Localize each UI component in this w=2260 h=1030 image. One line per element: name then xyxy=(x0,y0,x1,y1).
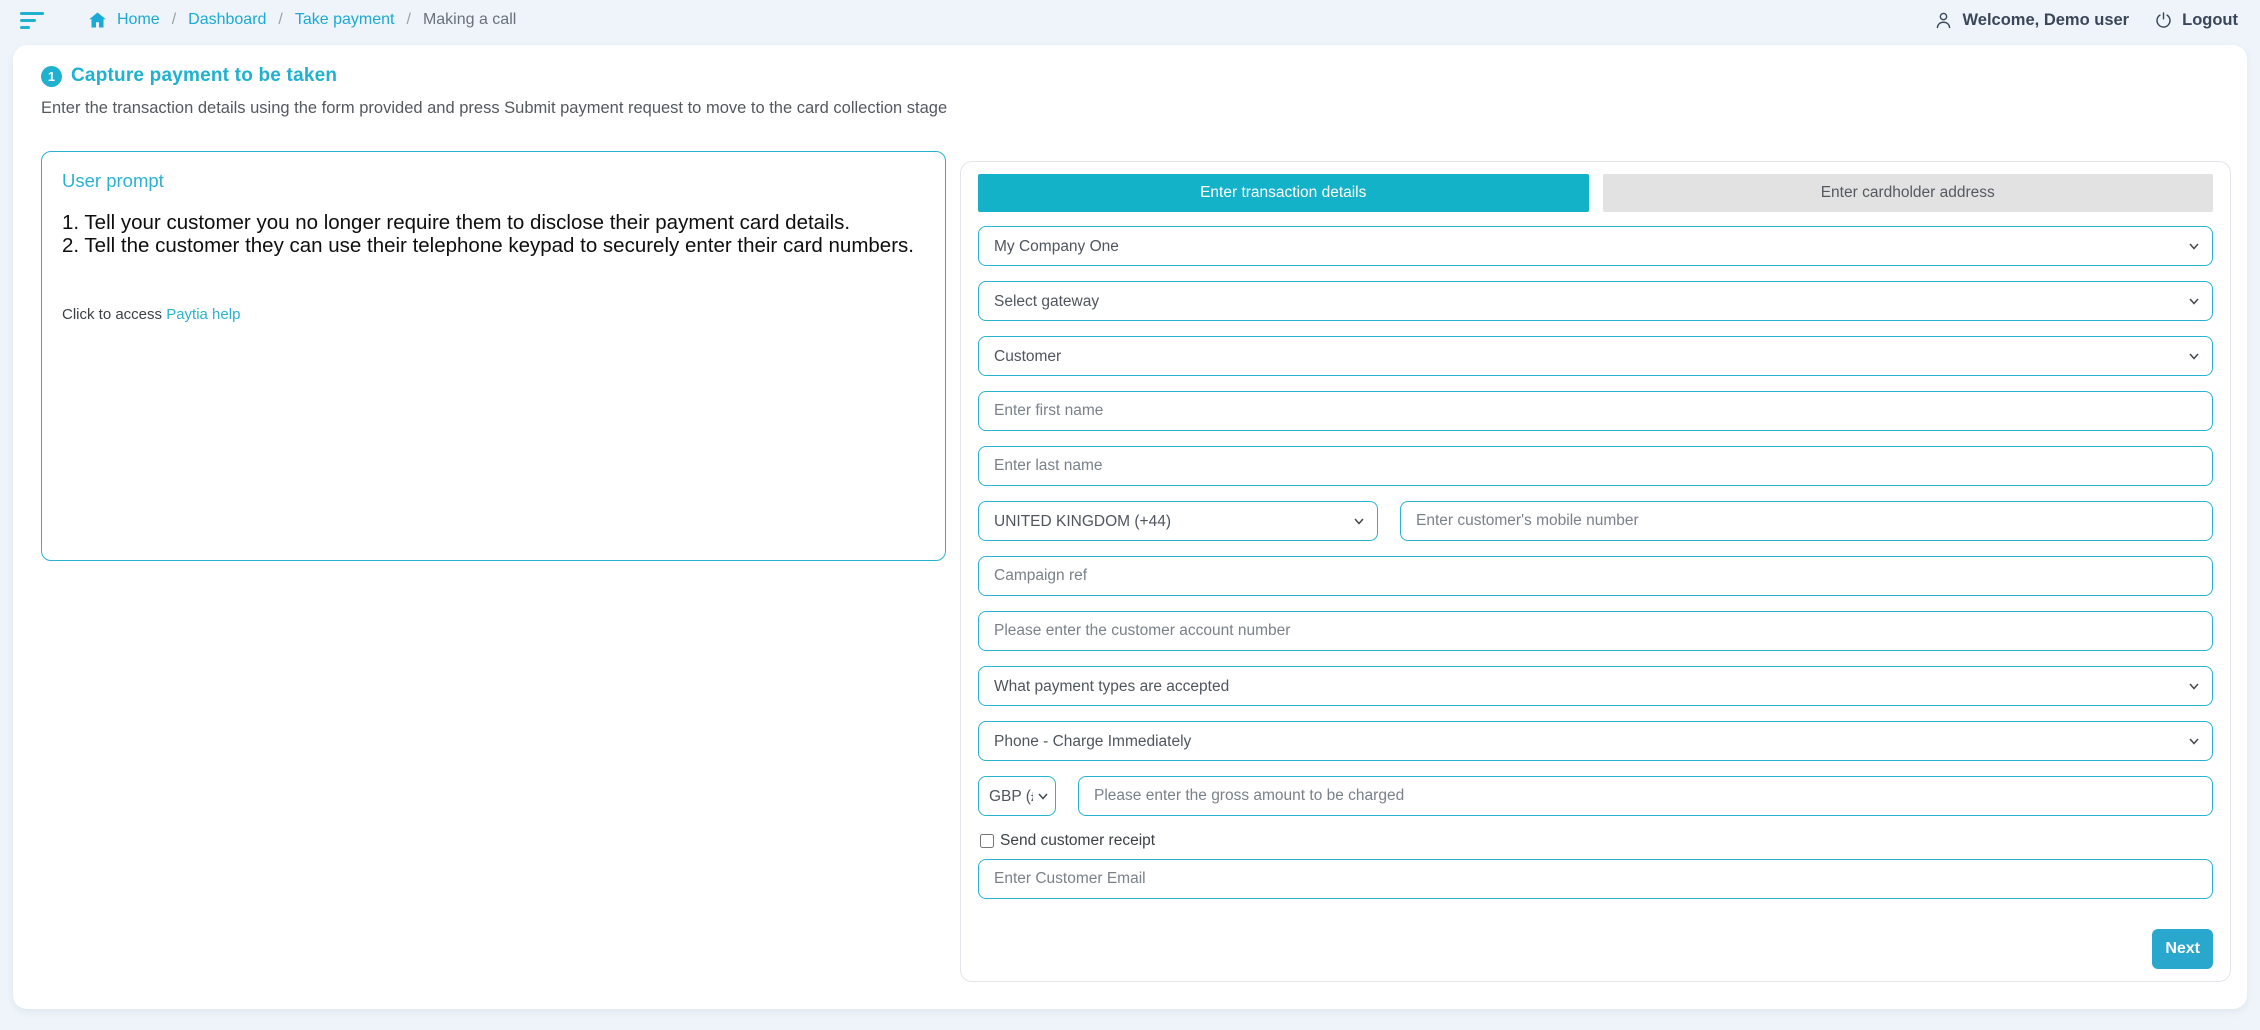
payment-types-select-wrap xyxy=(978,666,2213,706)
next-button[interactable]: Next xyxy=(2152,929,2213,969)
breadcrumb-take-payment[interactable]: Take payment xyxy=(294,11,395,28)
breadcrumb-current-page: Making a call xyxy=(422,11,517,28)
power-icon[interactable] xyxy=(2154,11,2173,30)
country-code-select-wrap xyxy=(978,501,1378,541)
charge-type-select-wrap xyxy=(978,721,2213,761)
help-text xyxy=(62,306,925,323)
company-select[interactable] xyxy=(978,226,2213,266)
breadcrumb-dashboard[interactable]: Dashboard xyxy=(188,11,267,28)
welcome-text: Welcome, Demo user xyxy=(1962,10,2130,29)
top-navigation-bar xyxy=(0,0,2260,40)
customer-email-input[interactable] xyxy=(978,859,2213,899)
gateway-select[interactable] xyxy=(978,281,2213,321)
payment-types-select[interactable] xyxy=(978,666,2213,706)
breadcrumb xyxy=(88,11,516,29)
home-icon[interactable] xyxy=(88,11,107,29)
tab-enter-transaction-details[interactable]: Enter transaction details xyxy=(978,174,1589,212)
breadcrumb-home[interactable]: Home xyxy=(117,11,160,28)
account-number-input[interactable] xyxy=(978,611,2213,651)
transaction-form-panel xyxy=(960,161,2231,982)
mobile-number-input[interactable] xyxy=(1400,501,2213,541)
gross-amount-input[interactable] xyxy=(1078,776,2213,816)
form-tabs xyxy=(978,174,2213,212)
menu-icon[interactable] xyxy=(20,12,46,29)
user-menu xyxy=(1933,10,2238,31)
currency-select[interactable] xyxy=(978,776,1056,816)
customer-type-select[interactable] xyxy=(978,336,2213,376)
user-prompt-line-2: 2. Tell the customer they can use their telephone keypad to securely enter their card numbers. xyxy=(62,233,914,257)
currency-select-wrap xyxy=(978,776,1056,816)
breadcrumb-separator: / xyxy=(171,11,177,28)
user-prompt-title: User prompt xyxy=(62,170,164,191)
logout-button[interactable]: Logout xyxy=(2182,10,2238,29)
customer-type-select-wrap xyxy=(978,336,2213,376)
paytia-help-link[interactable]: Paytia help xyxy=(166,305,241,323)
breadcrumb-separator: / xyxy=(406,11,411,28)
step-subtitle: Enter the transaction details using the form provided and press Submit payment request to move to the card collection stage xyxy=(41,99,948,117)
user-icon xyxy=(1933,10,1954,31)
tab-enter-cardholder-address[interactable]: Enter cardholder address xyxy=(1603,174,2214,212)
help-prefix: Click to access xyxy=(62,305,167,323)
main-card xyxy=(13,45,2247,1009)
company-select-wrap xyxy=(978,226,2213,266)
send-receipt-checkbox-row[interactable] xyxy=(980,832,1155,850)
breadcrumb-separator: / xyxy=(278,11,283,28)
first-name-input[interactable] xyxy=(978,391,2213,431)
send-receipt-label: Send customer receipt xyxy=(1000,832,1156,849)
user-prompt-panel xyxy=(41,151,946,561)
gateway-select-wrap xyxy=(978,281,2213,321)
step-header xyxy=(41,65,2231,87)
send-receipt-checkbox[interactable] xyxy=(980,834,994,848)
step-number-badge: 1 xyxy=(41,66,62,87)
step-title: Capture payment to be taken xyxy=(71,65,338,86)
last-name-input[interactable] xyxy=(978,446,2213,486)
user-prompt-line-1: 1. Tell your customer you no longer require them to disclose their payment card details. xyxy=(62,211,851,234)
campaign-ref-input[interactable] xyxy=(978,556,2213,596)
charge-type-select[interactable] xyxy=(978,721,2213,761)
country-code-select[interactable] xyxy=(978,501,1378,541)
